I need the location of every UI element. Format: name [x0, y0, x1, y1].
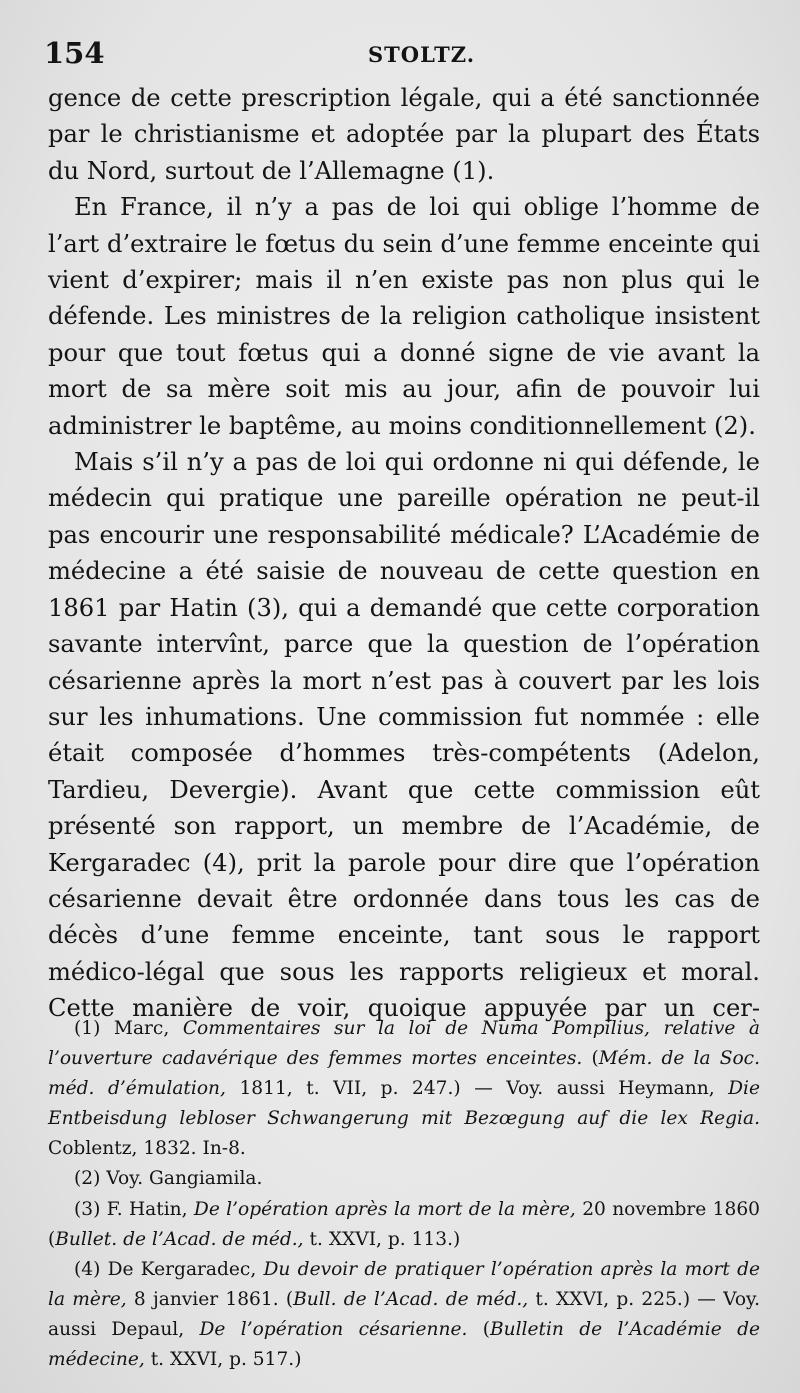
footnote-run: 1811, t. VII, p. 247.) — Voy. aussi Heymann, [225, 1078, 729, 1100]
footnote-run: Die Entbeisdung lebloser Schwangerung mit Bezœgung auf die lex Regia. [48, 1078, 760, 1130]
footnote-run: (1) Marc, [74, 1018, 183, 1039]
footnote-run: Coblentz, 1832. In-8. [48, 1138, 246, 1160]
footnote-1 [48, 1014, 760, 1164]
footnote-run: (4) De Kergaradec, [74, 1258, 264, 1280]
footnote-run: t. XXVI, p. 517.) [144, 1349, 302, 1371]
footnote-run: 8 janvier 1861. ( [126, 1288, 294, 1310]
paragraph-2: En France, il n’y a pas de loi qui oblige l’homme de l’art d’extraire le fœtus du sein d’une femme enceinte qui vient d’expirer; mais il n’en existe pas non plus qui le défende. Les ministres de la religion catholique insistent pour que tout fœtus qui a donné signe de vie avant la mort de sa mère soit mis au jour, afin de pouvoir lui administrer le baptême, au moins conditionnellement (2). [48, 193, 760, 440]
footnote-run: De l’opération césarienne. [199, 1318, 468, 1340]
footnote-run: t. XXVI, p. 113.) [303, 1228, 461, 1250]
footnote-run: ( [467, 1318, 490, 1340]
footnote-run: Bulletin de l’Académie de médecine, [48, 1318, 760, 1371]
footnote-run: Commentaires sur la loi de Numa Pompilius, relative à l’ouverture cadavérique des femmes mortes enceintes. [48, 1018, 761, 1070]
footnote-3 [48, 1195, 760, 1255]
footnotes [48, 1014, 760, 1375]
paragraph-3: Mais s’il n’y a pas de loi qui ordonne ni qui défende, le médecin qui pratique une pareille opération ne peut-il pas encourir une responsabilité médicale? L’Académie de médecine a été saisie de nouveau de cette question en 1861 par Hatin (3), qui a demandé que cette corporation savante intervînt, parce que la question de l’opération césarienne après la mort n’est pas à couvert par les lois sur les inhumations. Une commission fut nommée : elle était composée d’hommes très-compétents (Adelon, Tardieu, Devergie). Avant que cette commission eût présenté son rapport, un membre de l’Académie, de Kergaradec (4), prit la parole pour dire que l’opération césarienne devait être ordonnée dans tous les cas de décès d’une femme enceinte, tant sous le rapport médico-légal que sous les rapports religieux et moral. Cette manière de voir, quoique appuyée par un cer- [48, 448, 760, 1023]
running-head [0, 36, 800, 76]
footnote-run: De l’opération après la mort de la mère, [193, 1198, 576, 1220]
footnote-run: ( [582, 1048, 599, 1070]
footnote-run: 20 novembre 1860 ( [48, 1198, 760, 1250]
footnote-run: Du devoir de pratiquer l’opération après la mort de la mère, [48, 1258, 760, 1310]
footnote-4 [48, 1255, 760, 1375]
page-number: 154 [44, 36, 105, 70]
footnote-2 [48, 1164, 760, 1194]
paragraph-1: gence de cette prescription légale, qui a été sanctionnée par le christianisme et adoptée par la plupart des États du Nord, surtout de l’Allemagne (1). [48, 84, 760, 185]
footnote-run: t. XXVI, p. 225.) — Voy. aussi Depaul, [48, 1288, 760, 1340]
footnote-run: (3) F. Hatin, [74, 1198, 194, 1220]
running-title: STOLTZ. [368, 42, 476, 67]
footnote-run: (2) Voy. Gangiamila. [74, 1168, 263, 1190]
footnote-run: Mém. de la Soc. méd. d’émulation, [48, 1048, 760, 1100]
footnote-run: Bull. de l’Acad. de méd., [293, 1288, 529, 1310]
footnote-run: Bullet. de l’Acad. de méd., [55, 1228, 304, 1250]
body-text [48, 80, 760, 1027]
